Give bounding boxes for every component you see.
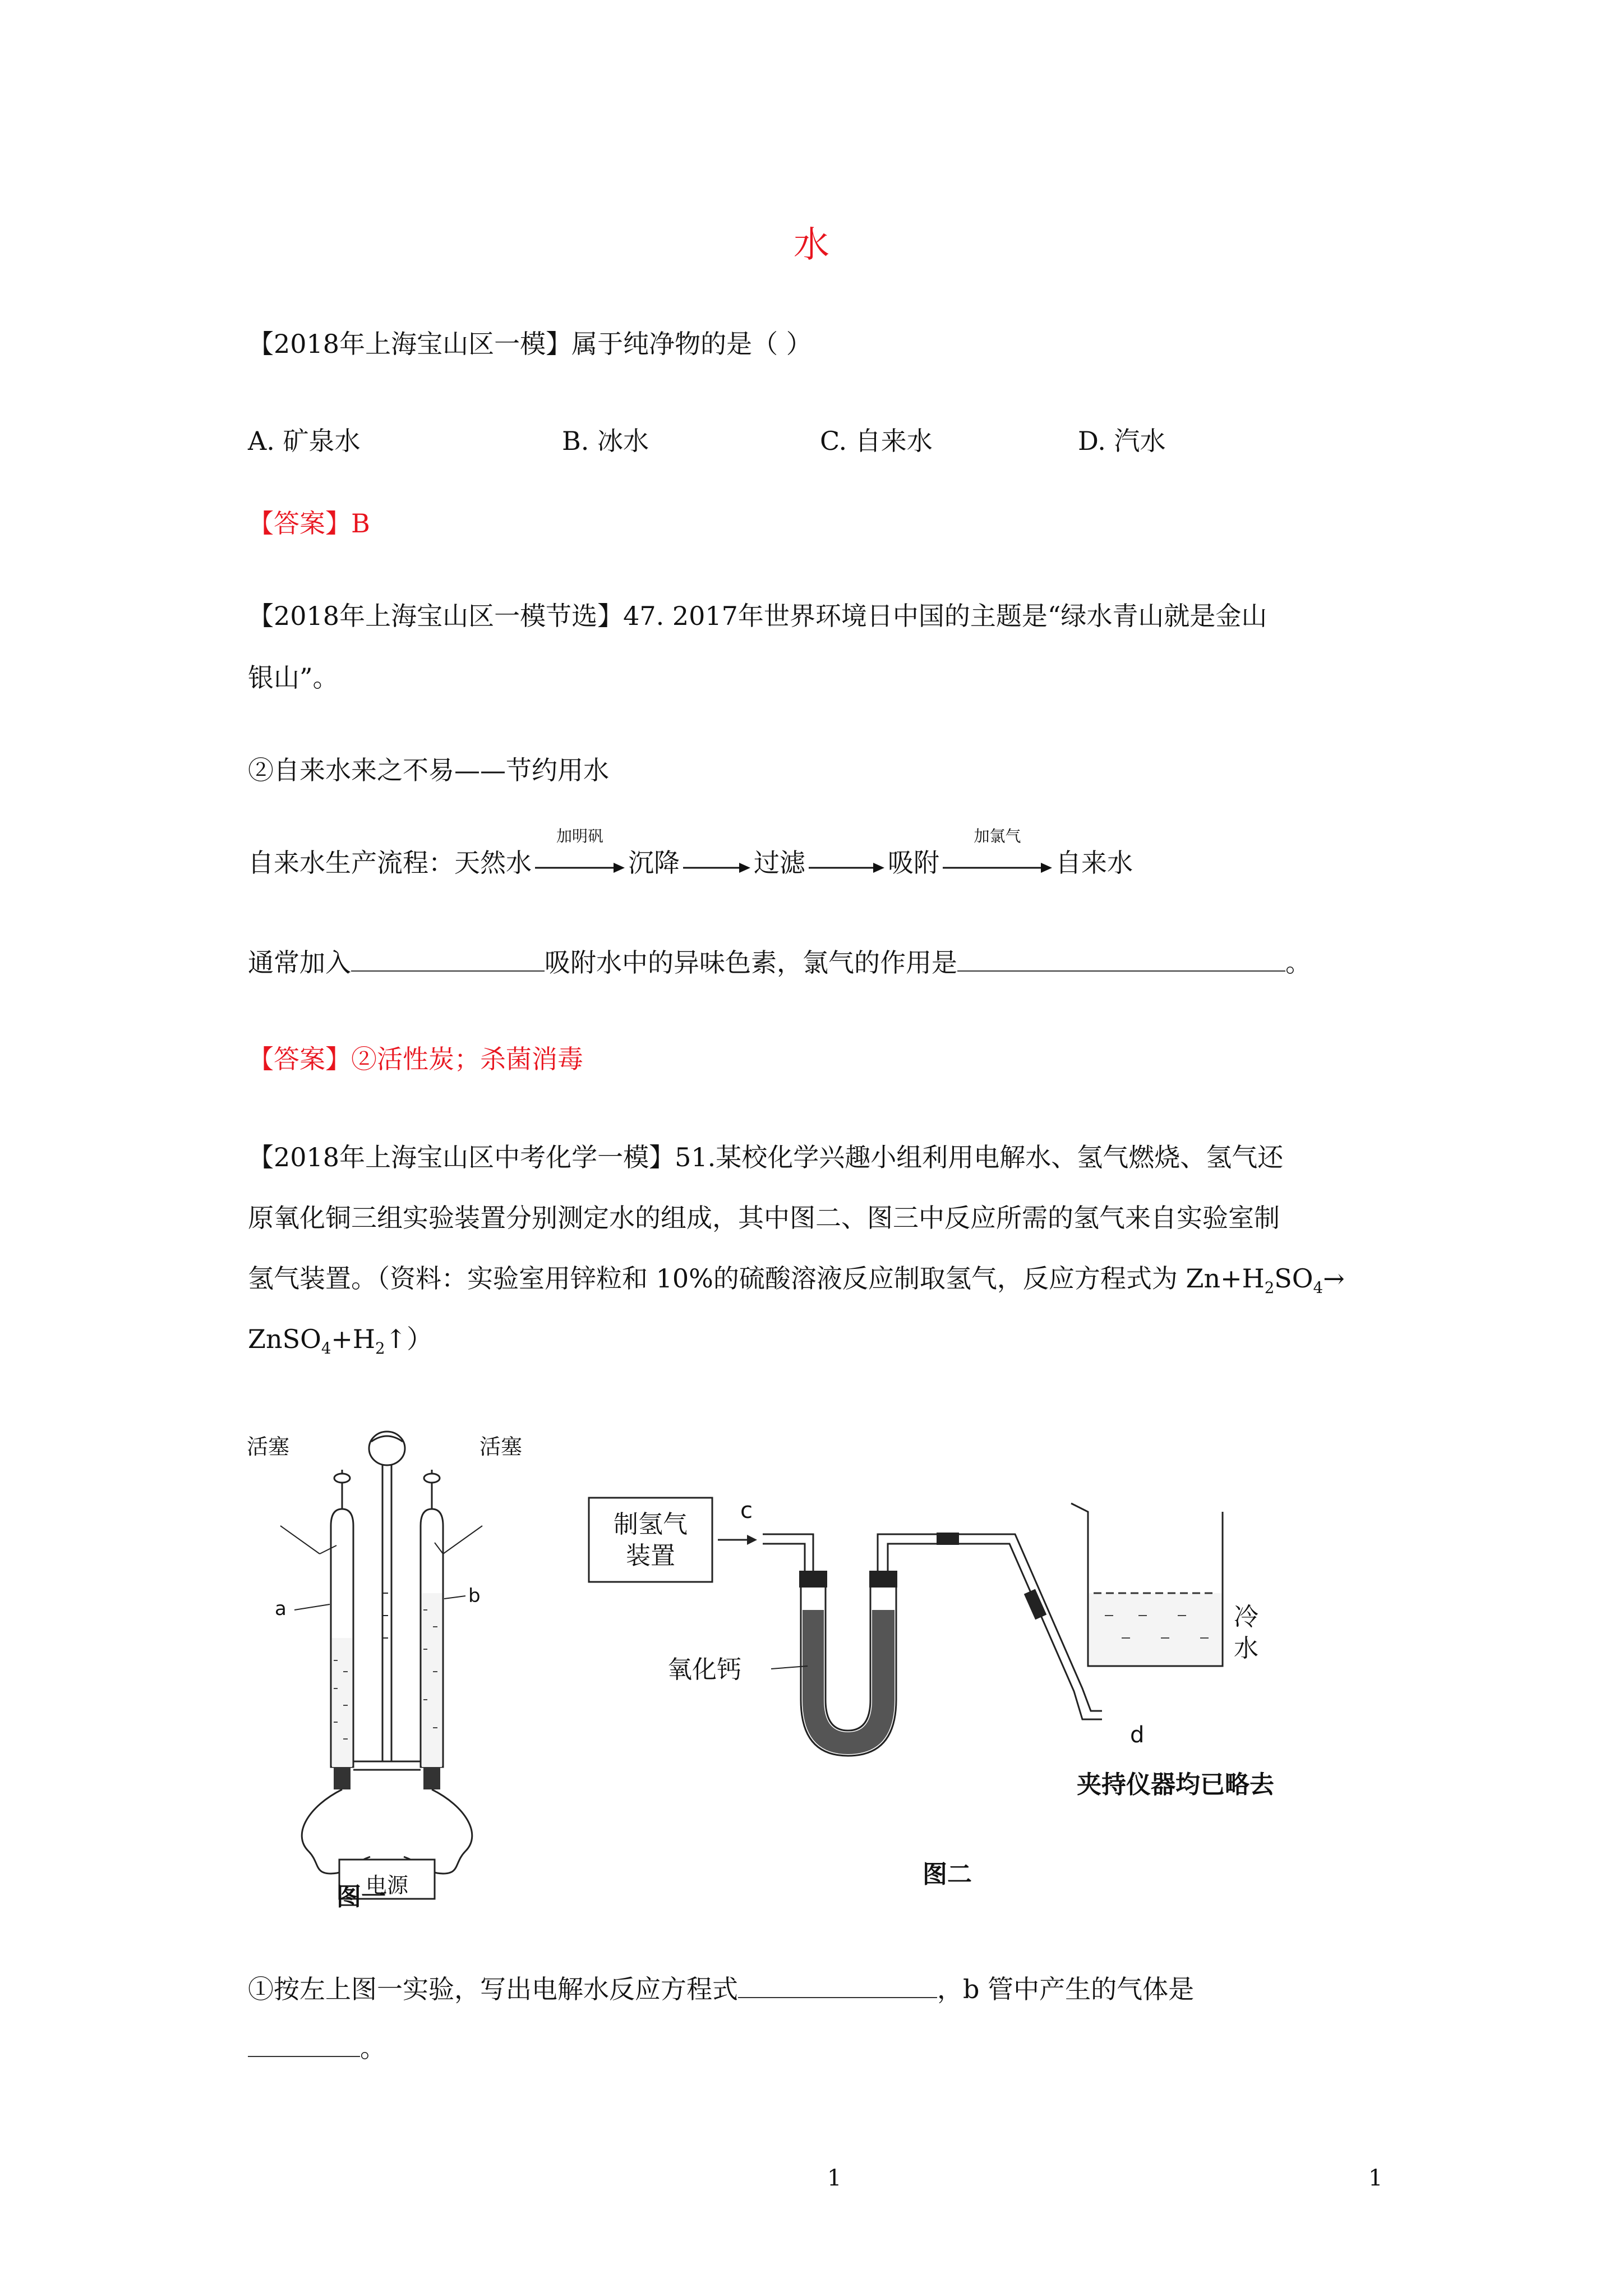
q3-question-line2 xyxy=(248,2033,386,2061)
subscript-2b: 2 xyxy=(375,1339,385,1358)
cold-water-char-2: 水 xyxy=(1234,1634,1258,1663)
q2-prompt-line1: 【2018年上海宝山区一模节选】47. 2017年世界环境日中国的主题是“绿水青山就是金山 xyxy=(248,601,1267,631)
subscript-4: 4 xyxy=(1313,1278,1324,1297)
q3-line1: 【2018年上海宝山区中考化学一模】51.某校化学兴趣小组利用电解水、氢气燃烧、氢气还 xyxy=(248,1142,1284,1172)
flow-arrow-label-4: 加氯气 xyxy=(974,827,1021,845)
flow-step-1: 沉降 xyxy=(628,848,680,878)
figure-1-electrolysis xyxy=(241,1425,555,1907)
q3-question-text-1: ①按左上图一实验，写出电解水反应方程式 xyxy=(248,1974,738,2004)
q3-question-end: 。 xyxy=(360,2033,386,2063)
clamp-note: 夹持仪器均已略去 xyxy=(1077,1770,1274,1799)
q1-choice-b: B. 冰水 xyxy=(562,426,649,456)
answer-blank-1[interactable] xyxy=(351,948,545,972)
calcium-oxide-label: 氧化钙 xyxy=(667,1655,741,1684)
subscript-4b: 4 xyxy=(321,1339,331,1358)
figure-1-caption: 图一 xyxy=(336,1883,386,1911)
flow-lead: 自来水生产流程：天然水 xyxy=(248,848,532,878)
stopcock-label-right: 活塞 xyxy=(479,1434,523,1459)
q3-line4-end: ↑） xyxy=(385,1324,433,1354)
tube-b-label: b xyxy=(468,1585,481,1607)
subscript-2: 2 xyxy=(1264,1278,1275,1297)
q1-prompt: 【2018年上海宝山区一模】属于纯净物的是（ ） xyxy=(248,329,812,359)
q2-prompt-line2: 银山”。 xyxy=(248,662,339,693)
q2-answer: 【答案】②活性炭；杀菌消毒 xyxy=(248,1044,583,1074)
q3-line3 xyxy=(248,1263,1345,1297)
q3-line2: 原氧化铜三组实验装置分别测定水的组成，其中图二、图三中反应所需的氢气来自实验室制 xyxy=(248,1203,1280,1233)
q1-choice-d: D. 汽水 xyxy=(1078,426,1166,456)
page-title: 水 xyxy=(794,224,829,266)
q3-line4 xyxy=(248,1326,432,1356)
page-number-center: 1 xyxy=(827,2165,842,2191)
page-number-right: 1 xyxy=(1368,2165,1383,2191)
q3-line3-so: SO xyxy=(1274,1263,1313,1294)
flow-arrow-1 xyxy=(535,827,625,876)
power-source-label: 电源 xyxy=(365,1873,408,1898)
flow-arrow-label-1: 加明矾 xyxy=(556,827,603,845)
q3-question-line xyxy=(248,1975,1194,2002)
q3-question-text-2: ，b 管中产生的气体是 xyxy=(937,1974,1195,2004)
tube-a-label: a xyxy=(275,1598,287,1620)
q2-subheading: ②自来水来之不易——节约用水 xyxy=(248,755,609,785)
q2-fill-text-2: 吸附水中的异味色素，氯气的作用是 xyxy=(545,947,957,978)
flow-step-2: 过滤 xyxy=(754,848,805,878)
flow-arrow-4 xyxy=(943,827,1052,876)
flow-step-4: 自来水 xyxy=(1055,848,1133,878)
generator-label-line2: 装置 xyxy=(626,1542,675,1570)
cold-water-label xyxy=(1234,1602,1258,1664)
stopcock-label-left: 活塞 xyxy=(247,1434,290,1459)
answer-blank-4[interactable] xyxy=(248,2033,360,2057)
generator-label-line1: 制氢气 xyxy=(614,1510,688,1539)
outlet-d-label: d xyxy=(1130,1722,1145,1748)
q3-line3-text: 氢气装置。（资料：实验室用锌粒和 10%的硫酸溶液反应制取氢气，反应方程式为 Zn+H xyxy=(248,1263,1265,1294)
flow-step-3: 吸附 xyxy=(888,848,939,878)
figure-2-caption: 图二 xyxy=(923,1860,972,1889)
inlet-c-label: c xyxy=(740,1498,753,1524)
figure-2-apparatus xyxy=(583,1481,1346,1799)
flow-arrow-3 xyxy=(809,853,884,876)
process-flow xyxy=(248,827,1133,878)
q2-fill-end: 。 xyxy=(1285,947,1311,978)
generator-box-label xyxy=(589,1509,712,1572)
cold-water-char-1: 冷 xyxy=(1234,1603,1258,1631)
q1-answer: 【答案】B xyxy=(248,508,370,539)
q2-fill-line xyxy=(248,948,1311,976)
q2-fill-text-1: 通常加入 xyxy=(248,947,351,978)
q1-choice-a: A. 矿泉水 xyxy=(248,426,361,456)
answer-blank-2[interactable] xyxy=(957,948,1285,972)
flow-arrow-2 xyxy=(683,853,750,876)
q3-line4-znso: ZnSO xyxy=(248,1324,321,1354)
q3-line3-arrow: → xyxy=(1323,1263,1345,1294)
q1-choice-c: C. 自来水 xyxy=(820,426,933,456)
q3-line4-h: +H xyxy=(331,1324,376,1354)
answer-blank-3[interactable] xyxy=(738,1975,937,1998)
